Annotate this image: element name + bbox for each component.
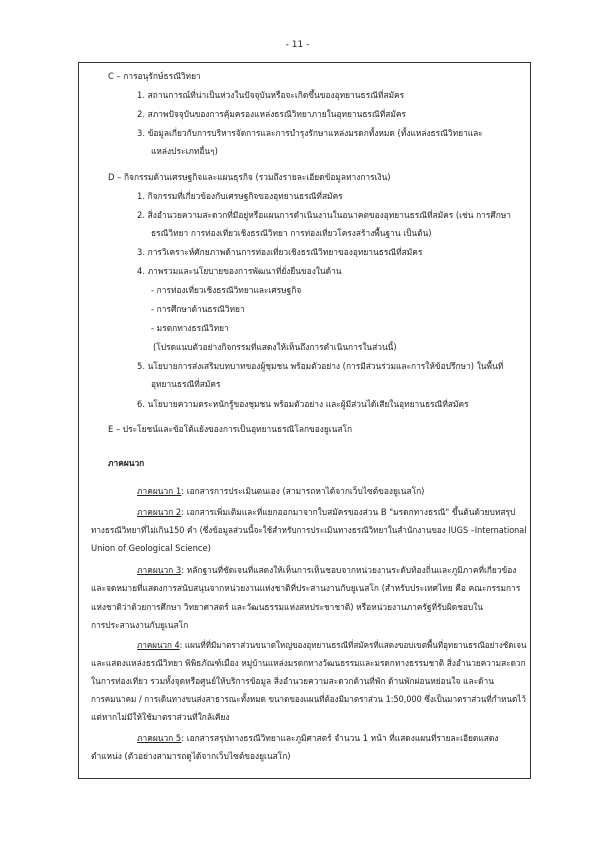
list-item: 2. สภาพปัจจุบันของการคุ้มครองแหล่งธรณีวิทยาภายในอุทยานธรณีที่สมัคร	[137, 109, 406, 119]
list-item: 1. กิจกรรมที่เกี่ยวข้องกับเศรษฐกิจของอุทยานธรณีที่สมัคร	[137, 191, 343, 201]
annex-3-line: และจดหมายที่แสดงการสนับสนุนจากหน่วยงานแห่งชาติที่ประสานงานกับยูเนสโก (สำหรับประเทศไทย คือ คณะกรรมการ	[91, 583, 521, 593]
list-item: 3. การวิเคราะห์ศักยภาพด้านการท่องเที่ยวเชิงธรณีวิทยาของอุทยานธรณีที่สมัคร	[137, 247, 423, 257]
annex-2-line: Union of Geological Science)	[91, 543, 211, 553]
annex-4-line: การคมนาคม / การเดินทางขนส่งสาธารณะทั้งหมด ขนาดของแผนที่ต้องมีมาตราส่วน 1:50,000 ซึ่งเป็นมาตราส่วนที่กำหนดไว้	[91, 694, 526, 704]
annex-5-label: ภาคผนวก 5	[137, 733, 182, 743]
annex-4-text: : แผนที่ที่มีมาตราส่วนขนาดใหญ่ของอุทยานธรณีที่สมัครที่แสดงขอบเขตพื้นที่อุทยานธรณีอย่างชัดเจน	[179, 640, 527, 650]
section-c-heading: C – การอนุรักษ์ธรณีวิทยา	[108, 71, 201, 81]
content-frame	[78, 62, 531, 779]
annex-5	[137, 733, 498, 744]
annex-5-text: : เอกสารสรุปทางธรณีวิทยาและภูมิศาสตร์ จำนวน 1 หน้า ที่แสดงแผนที่รายละเอียดแสดง	[181, 733, 499, 743]
sub-item: - มรดกทางธรณีวิทยา	[151, 323, 229, 333]
list-item: 3. ข้อมูลเกี่ยวกับการบริหารจัดการและการบำรุงรักษาแหล่งมรดกทั้งหมด (ทั้งแหล่งธรณีวิทยาและ	[137, 128, 483, 138]
page-number: - 11 -	[285, 40, 310, 50]
section-e-heading: E – ประโยชน์และข้อโต้แย้งของการเป็นอุทยานธรณีโลกของยูเนสโก	[108, 424, 353, 434]
annex-4-line: ในการท่องเที่ยว รวมทั้งจุดหรือศูนย์ให้บริการข้อมูล สิ่งอำนวยความสะดวกด้านที่พัก ด้านพักผ่อนหย่อนใจ และด้าน	[91, 676, 494, 686]
annex-4-line: และแสดงแหล่งธรณีวิทยา พิพิธภัณฑ์เมือง หมู่บ้านแหล่งมรดกทางวัฒนธรรมและมรดกทางธรรมชาติ สิ่งอำนวยความสะดวก	[91, 658, 526, 668]
list-item-continuation: ธรณีวิทยา การท่องเที่ยวเชิงธรณีวิทยา การท่องเที่ยวโครงสร้างพื้นฐาน เป็นต้น)	[151, 228, 432, 238]
annex-1	[137, 486, 424, 497]
annex-4-line: แต่หากไม่มีให้ใช้มาตราส่วนที่ใกล้เคียง	[91, 712, 230, 722]
section-d-heading: D – กิจกรรมด้านเศรษฐกิจและแผนธุรกิจ (รวมถึงรายละเอียดข้อมูลทางการเงิน)	[108, 172, 391, 182]
list-item: 2. สิ่งอำนวยความสะดวกที่มีอยู่หรือแผนการดำเนินงานในอนาคตของอุทยานธรณีที่สมัคร (เช่น การศึกษา	[137, 210, 511, 220]
annex-2	[137, 507, 515, 518]
sub-item: - การท่องเที่ยวเชิงธรณีวิทยาและเศรษฐกิจ	[151, 285, 302, 295]
note-text: (โปรดแนบตัวอย่างกิจกรรมที่แสดงให้เห็นถึงการดำเนินการในส่วนนี้)	[153, 342, 397, 352]
annex-5-line: ตำแหน่ง (ตัวอย่างสามารถดูได้จากเว็บไซต์ของยูเนสโก)	[91, 751, 291, 761]
annex-3-line: การประสานงานกับยูเนสโก	[91, 620, 189, 630]
annex-2-label: ภาคผนวก 2	[137, 507, 182, 517]
annex-2-text: : เอกสารเพิ่มเติมและที่แยกออกมาจากใบสมัครของส่วน B "มรดกทางธรณี" ขึ้นต้นด้วยบทสรุป	[181, 507, 516, 517]
annex-3-line: แห่งชาติว่าด้วยการศึกษา วิทยาศาสตร์ และวัฒนธรรมแห่งสหประชาชาติ) หรือหน่วยงานภาครัฐที่รับผิดชอบใน	[91, 602, 484, 612]
annex-title: ภาคผนวก	[108, 458, 145, 468]
annex-3-label: ภาคผนวก 3	[137, 565, 182, 575]
sub-item: - การศึกษาด้านธรณีวิทยา	[151, 304, 245, 314]
annex-2-line: ทางธรณีวิทยาที่ไม่เกิน150 คำ (ซึ่งข้อมูลส่วนนี้จะใช้สำหรับการประเมินทางธรณีวิทยาในสำนักงานของ IUGS –International	[91, 525, 527, 535]
annex-4-label: ภาคผนวก 4	[137, 640, 180, 650]
list-item-continuation: อุทยานธรณีที่สมัคร	[151, 379, 221, 389]
annex-1-label: ภาคผนวก 1	[137, 486, 182, 496]
list-item: 5. นโยบายการส่งเสริมบทบาทของผู้ชุมชน พร้อมตัวอย่าง (การมีส่วนร่วมและการให้ข้อปรึกษา) ในพื้นที่	[137, 361, 504, 371]
list-item: 1. สถานการณ์ที่น่าเป็นห่วงในปัจจุบันหรือจะเกิดขึ้นของอุทยานธรณีที่สมัคร	[137, 90, 405, 100]
annex-4	[137, 640, 526, 651]
list-item: 4. ภาพรวมและนโยบายของการพัฒนาที่ยั่งยืนของในด้าน	[137, 266, 342, 276]
annex-3-text: : หลักฐานที่ชัดเจนที่แสดงให้เห็นการเห็นชอบจากหน่วยงานระดับท้องถิ่นและภูมิภาคที่เกี่ยวข้อง	[181, 565, 517, 575]
list-item-continuation: แหล่งประเภทอื่นๆ)	[151, 146, 218, 156]
annex-3	[137, 565, 516, 576]
annex-1-text: : เอกสารการประเมินตนเอง (สามารถหาได้จากเว็บไซต์ของยูเนสโก)	[181, 486, 425, 496]
list-item: 6. นโยบายความตระหนักรู้ของชุมชน พร้อมตัวอย่าง และผู้มีส่วนได้เสียในอุทยานธรณีที่สมัคร	[137, 399, 469, 409]
